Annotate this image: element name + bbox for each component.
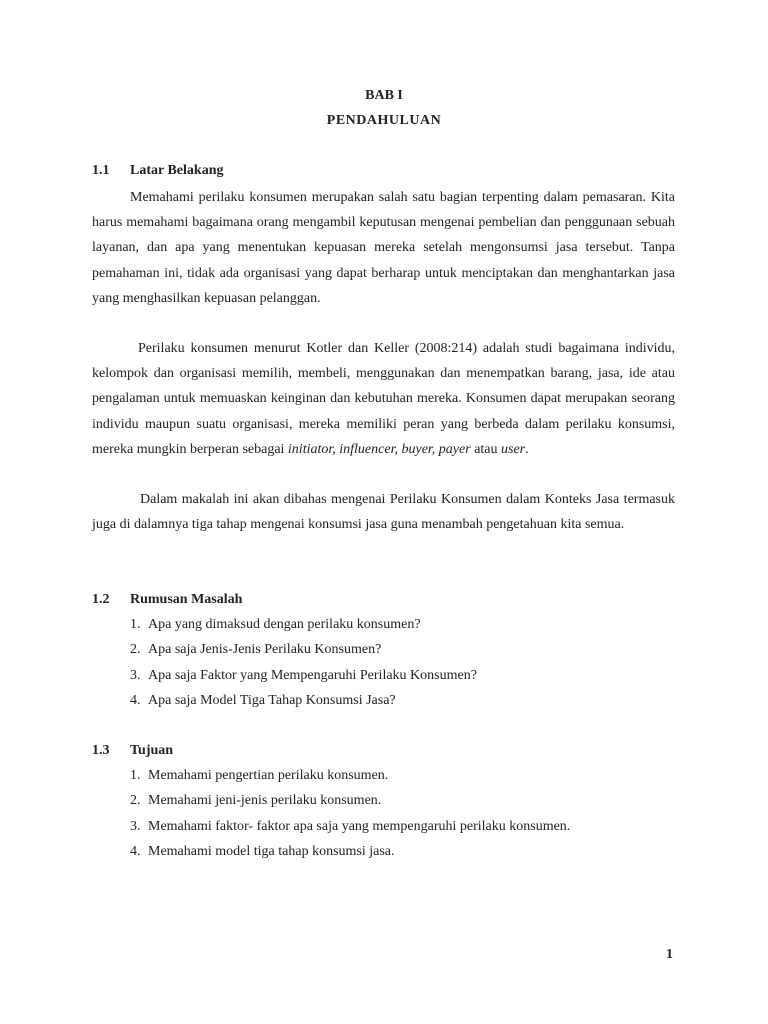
list-item [130, 788, 570, 813]
objective-list [130, 763, 570, 865]
list-text: Apa saja Faktor yang Mempengaruhi Perilaku Konsumen? [148, 667, 477, 683]
section-heading-tujuan [92, 743, 173, 759]
paragraph-definition [92, 336, 675, 462]
list-item [130, 612, 477, 637]
section-number: 1.2 [92, 592, 110, 607]
list-text: Apa saja Model Tiga Tahap Konsumsi Jasa? [148, 693, 396, 709]
chapter-number: BAB I [365, 88, 403, 103]
list-text: Memahami faktor- faktor apa saja yang mempengaruhi perilaku konsumen. [148, 818, 571, 834]
paragraph-intro: Memahami perilaku konsumen merupakan salah satu bagian terpenting dalam pemasaran. Kita harus memahami bagaimana orang mengambil keputusan mengenai pembelian dan penggunaan sebuah layanan, dan apa yang menentukan kepuasan mereka setelah mengonsumsi jasa tersebut. Tanpa pemahaman ini, tidak ada organisasi yang dapat berharap untuk menciptakan dan menghantarkan jasa yang menghasilkan kepuasan pelanggan. [92, 190, 675, 306]
list-text: Apa yang dimaksud dengan perilaku konsumen? [148, 617, 421, 632]
problem-list [130, 612, 477, 714]
list-number: 4. [130, 693, 141, 709]
section-heading-rumusan-masalah [92, 592, 242, 608]
list-item [130, 763, 570, 788]
section-number: 1.3 [92, 743, 110, 758]
sentence-end: . [525, 441, 529, 457]
list-text: Memahami model tiga tahap konsumsi jasa. [148, 844, 395, 860]
section-title: Latar Belakang [130, 163, 224, 178]
list-text: Apa saja Jenis-Jenis Perilaku Konsumen? [148, 642, 382, 658]
list-number: 3. [130, 818, 141, 834]
chapter-title: PENDAHULUAN [326, 113, 442, 128]
list-item [130, 663, 477, 688]
list-item [130, 839, 570, 864]
list-item [130, 637, 477, 662]
list-text: Memahami jeni-jenis perilaku konsumen. [148, 793, 382, 809]
section-heading-latar-belakang [92, 163, 223, 179]
list-number: 1. [130, 617, 141, 632]
consumer-role-user: user [501, 441, 526, 457]
list-number: 2. [130, 642, 141, 658]
section-title: Tujuan [130, 743, 174, 758]
conjunction: atau [474, 441, 498, 457]
consumer-roles: initiator, influencer, buyer, payer [287, 441, 471, 457]
list-number: 4. [130, 844, 141, 860]
list-number: 1. [130, 768, 141, 783]
definition-text: Perilaku konsumen menurut Kotler dan Keller (2008:214) adalah studi bagaimana individu, kelompok dan organisasi memilih, membeli, menggunakan dan menempatkan barang, jasa, ide atau pengalaman untuk memuaskan keinginan dan kebutuhan mereka. Konsumen dapat merupakan seorang individu maupun suatu organisasi, mereka memiliki peran yang berbeda dalam perilaku konsumsi, mereka mungkin berperan sebagai [92, 341, 675, 457]
list-item [130, 688, 477, 713]
list-item [130, 814, 570, 839]
section-title: Rumusan Masalah [130, 592, 243, 607]
section-number: 1.1 [92, 163, 110, 178]
list-number: 3. [130, 667, 141, 683]
page-number: 1 [666, 947, 673, 962]
paragraph-scope: Dalam makalah ini akan dibahas mengenai Perilaku Konsumen dalam Konteks Jasa termasuk juga di dalamnya tiga tahap mengenai konsumsi jasa guna menambah pengetahuan kita semua. [92, 492, 675, 533]
list-number: 2. [130, 793, 141, 809]
list-text: Memahami pengertian perilaku konsumen. [148, 768, 389, 783]
